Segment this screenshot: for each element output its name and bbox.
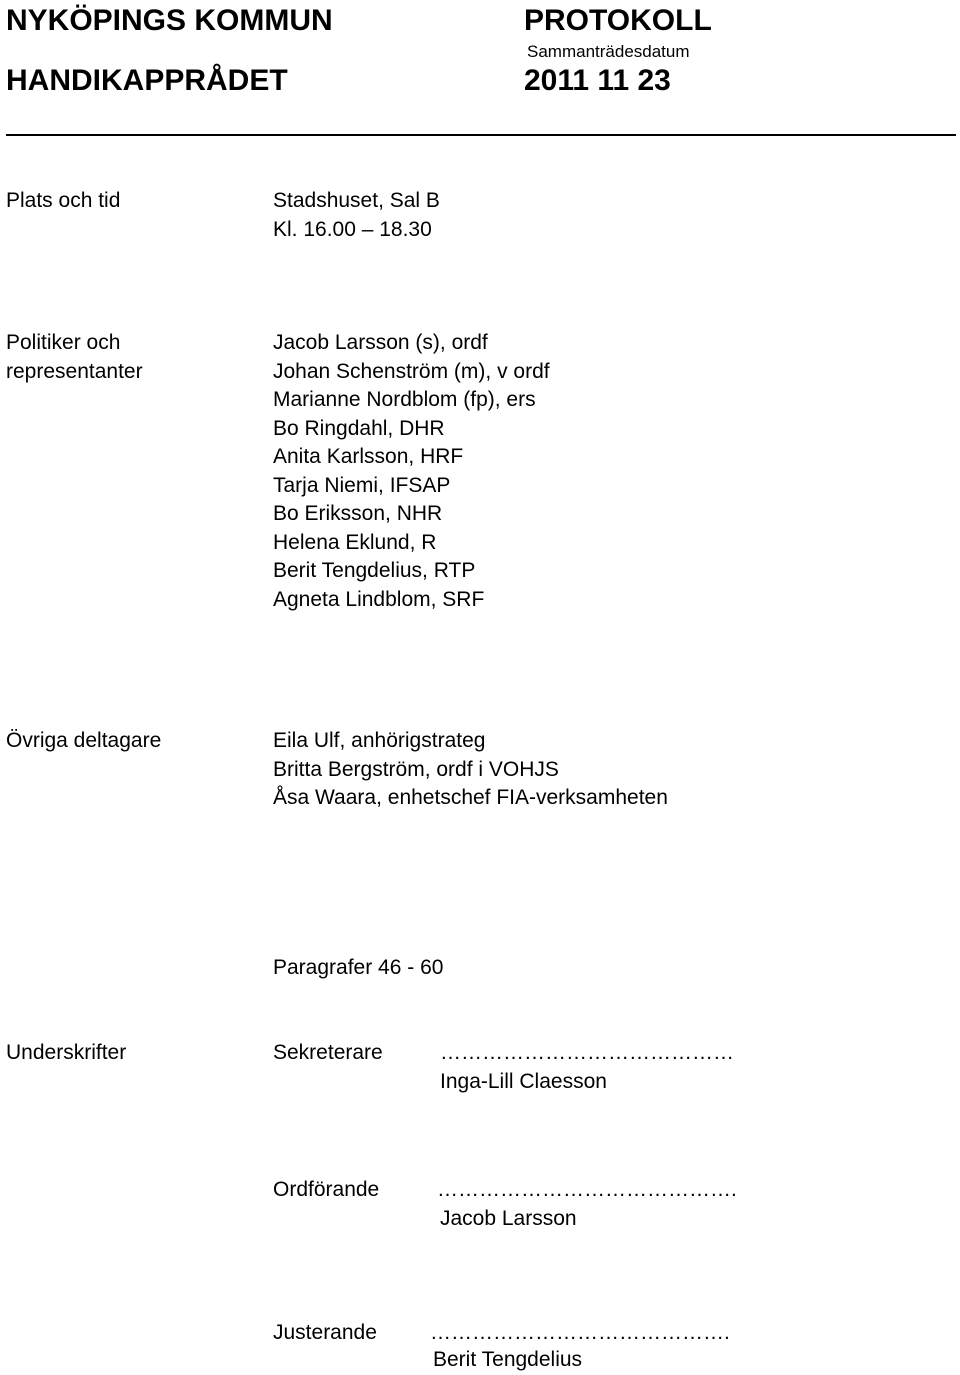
politicians-list [273,329,550,614]
meeting-date-label: Sammanträdesdatum [527,42,690,61]
chair-role: Ordförande [273,1178,380,1201]
signatures-label: Underskrifter [6,1041,127,1064]
secretary-name: Inga-Lill Claesson [440,1070,607,1093]
others-list [273,727,668,813]
secretary-role: Sekreterare [273,1041,383,1064]
document-type: PROTOKOLL [524,4,712,37]
list-item: Tarja Niemi, IFSAP [273,473,451,497]
list-item: Agneta Lindblom, SRF [273,587,485,611]
politicians-label-line: representanter [6,359,143,383]
chair-name: Jacob Larsson [440,1207,577,1230]
list-item: Berit Tengdelius, RTP [273,559,476,582]
place-time-label: Plats och tid [6,189,121,212]
list-item: Anita Karlsson, HRF [273,445,464,468]
list-item: Bo Eriksson, NHR [273,502,443,525]
adjuster-role: Justerande [273,1321,377,1344]
meeting-date: 2011 11 23 [524,64,671,97]
politicians-label-line: Politiker och [6,331,121,354]
list-item: Eila Ulf, anhörigstrateg [273,729,486,752]
committee-name: HANDIKAPPRÅDET [6,64,288,97]
time-line: Kl. 16.00 – 18.30 [273,217,432,241]
paragraph-range: Paragrafer 46 - 60 [273,956,444,979]
place-time-values [273,187,440,244]
secretary-signature-line: …………………………………… [440,1041,734,1064]
list-item: Britta Bergström, ordf i VOHJS [273,757,559,781]
politicians-label [6,329,143,386]
adjuster-name: Berit Tengdelius [433,1348,583,1371]
list-item: Jacob Larsson (s), ordf [273,331,488,354]
list-item: Johan Schenström (m), v ordf [273,359,550,383]
chair-signature-line: ……………………………………. [437,1178,737,1201]
place-line: Stadshuset, Sal B [273,189,440,212]
list-item: Helena Eklund, R [273,530,437,554]
list-item: Bo Ringdahl, DHR [273,416,445,440]
list-item: Marianne Nordblom (fp), ers [273,388,536,411]
organization-name: NYKÖPINGS KOMMUN [6,4,333,37]
others-label: Övriga deltagare [6,729,162,752]
header-divider [6,134,956,136]
adjuster-signature-line: ……………………………………. [430,1321,730,1344]
list-item: Åsa Waara, enhetschef FIA-verksamheten [273,786,668,809]
